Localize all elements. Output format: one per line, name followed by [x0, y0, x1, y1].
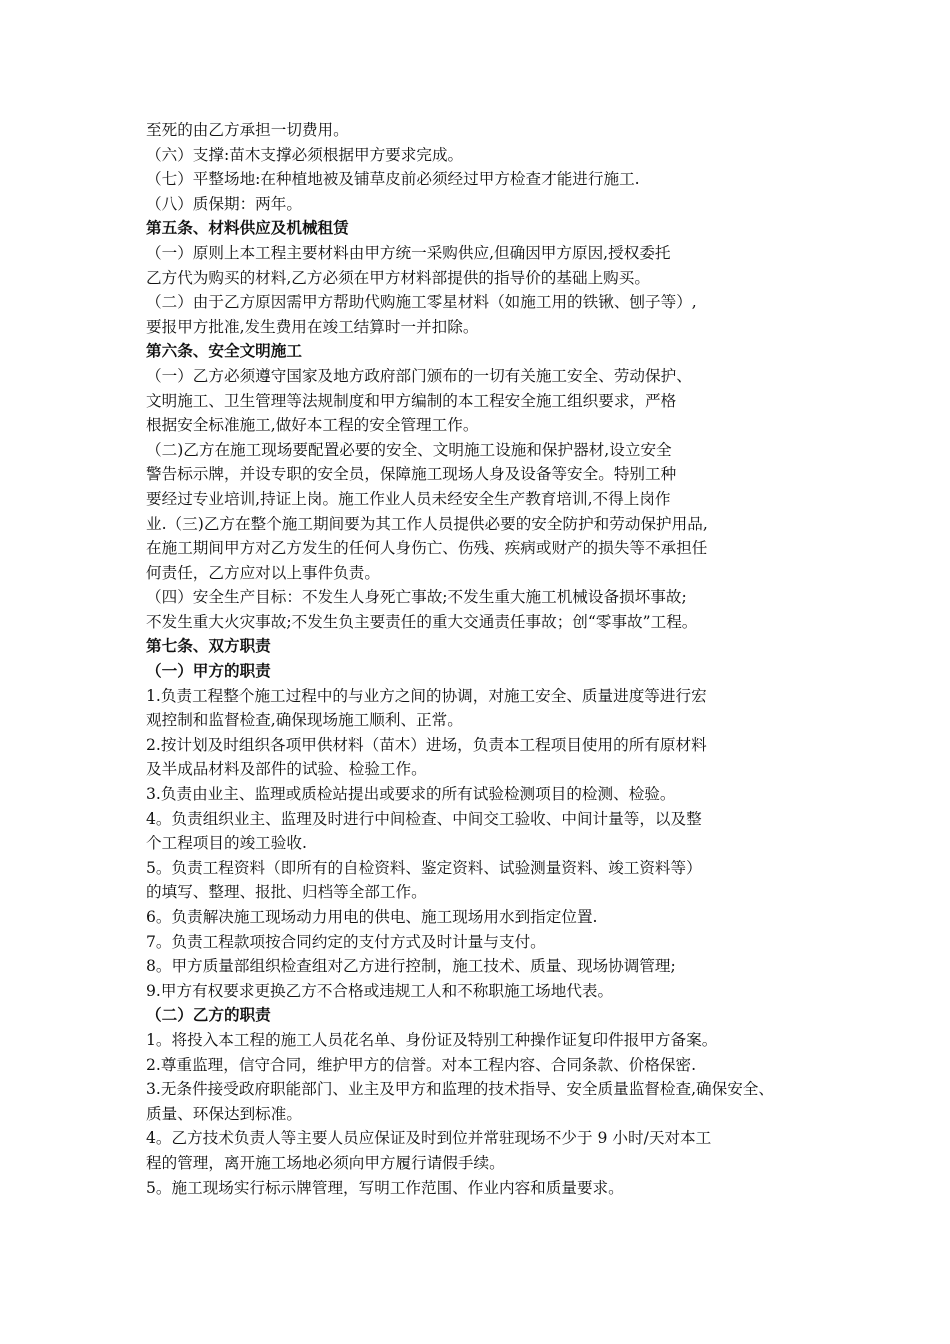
paragraph-line: 文明施工、卫生管理等法规制度和甲方编制的本工程安全施工组织要求，严格	[146, 391, 677, 410]
paragraph-line: 6。负责解决施工现场动力用电的供电、施工现场用水到指定位置.	[146, 908, 598, 926]
paragraph-line: 3.负责由业主、监理或质检站提出或要求的所有试验检测项目的检测、检验。	[146, 785, 676, 804]
paragraph-line: 2.尊重监理，信守合同，维护甲方的信誉。对本工程内容、合同条款、价格保密.	[146, 1055, 697, 1074]
section-heading: 第六条、安全文明施工	[146, 342, 302, 361]
paragraph-line: （四）安全生产目标：不发生人身死亡事故;不发生重大施工机械设备损坏事故;	[146, 588, 687, 607]
paragraph-line: 个工程项目的竣工验收.	[146, 834, 307, 853]
section-heading: 第五条、材料供应及机械租赁	[146, 219, 349, 238]
paragraph-line: 质量、环保达到标准。	[146, 1104, 302, 1123]
paragraph-line: 3.无条件接受政府职能部门、业主及甲方和监理的技术指导、安全质量监督检查,确保安全、	[146, 1080, 774, 1099]
paragraph-line: 4。负责组织业主、监理及时进行中间检查、中间交工验收、中间计量等，以及整	[146, 809, 702, 828]
paragraph-line: 要报甲方批准,发生费用在竣工结算时一并扣除。	[146, 317, 479, 336]
document-page	[146, 118, 816, 1200]
section-heading: （一）甲方的职责	[146, 662, 271, 681]
paragraph-line: 1。将投入本工程的施工人员花名单、身份证及特别工种操作证复印件报甲方备案。	[146, 1030, 718, 1049]
paragraph-line: （一）乙方必须遵守国家及地方政府部门颁布的一切有关施工安全、劳动保护、	[146, 366, 692, 385]
paragraph-line: （六）支撑:苗木支撑必须根据甲方要求完成。	[146, 145, 464, 164]
paragraph-line: （一）原则上本工程主要材料由甲方统一采购供应,但确因甲方原因,授权委托	[146, 243, 671, 262]
paragraph-line: 乙方代为购买的材料,乙方必须在甲方材料部提供的指导价的基础上购买。	[146, 268, 650, 287]
paragraph-line: 9.甲方有权要求更换乙方不合格或违规工人和不称职施工场地代表。	[146, 981, 614, 1000]
section-heading: （二）乙方的职责	[146, 1006, 271, 1025]
paragraph-line: （八）质保期：两年。	[146, 194, 302, 213]
paragraph-line: 5。施工现场实行标示牌管理，写明工作范围、作业内容和质量要求。	[146, 1178, 624, 1197]
paragraph-line: 8。甲方质量部组织检查组对乙方进行控制，施工技术、质量、现场协调管理;	[146, 957, 676, 976]
paragraph-line: 观控制和监督检查,确保现场施工顺利、正常。	[146, 711, 463, 730]
paragraph-line: 1.负责工程整个施工过程中的与业方之间的协调，对施工安全、质量进度等进行宏	[146, 686, 707, 705]
paragraph-line: 4。乙方技术负责人等主要人员应保证及时到位并常驻现场不少于 9 小时/天对本工	[146, 1129, 712, 1148]
paragraph-line: 2.按计划及时组织各项甲供材料（苗木）进场，负责本工程项目使用的所有原材料	[146, 735, 707, 754]
paragraph-line: 业.（三)乙方在整个施工期间要为其工作人员提供必要的安全防护和劳动保护用品,	[146, 514, 708, 533]
paragraph-line: 程的管理，离开施工场地必须向甲方履行请假手续。	[146, 1153, 505, 1172]
paragraph-line: 不发生重大火灾事故;不发生负主要责任的重大交通责任事故；创“零事故”工程。	[146, 612, 698, 631]
paragraph-line: （二）由于乙方原因需甲方帮助代购施工零星材料（如施工用的铁锹、刨子等）,	[146, 293, 697, 312]
paragraph-line: 要经过专业培训,持证上岗。施工作业人员未经安全生产教育培训,不得上岗作	[146, 489, 671, 508]
paragraph-line: （七）平整场地:在种植地被及铺草皮前必须经过甲方检查才能进行施工.	[146, 170, 640, 189]
paragraph-line: 至死的由乙方承担一切费用。	[146, 121, 349, 139]
paragraph-line: 根据安全标准施工,做好本工程的安全管理工作。	[146, 416, 479, 435]
paragraph-line: 及半成品材料及部件的试验、检验工作。	[146, 760, 427, 779]
paragraph-line: 的填写、整理、报批、归档等全部工作。	[146, 883, 427, 902]
paragraph-line: 何责任，乙方应对以上事件负责。	[146, 563, 380, 582]
paragraph-line: 5。负责工程资料（即所有的自检资料、鉴定资料、试验测量资料、竣工资料等）	[146, 858, 702, 877]
paragraph-line: 在施工期间甲方对乙方发生的任何人身伤亡、伤残、疾病或财产的损失等不承担任	[146, 539, 708, 558]
section-heading: 第七条、双方职责	[146, 637, 271, 656]
paragraph-line: 警告标示牌，并设专职的安全员，保障施工现场人身及设备等安全。特别工种	[146, 465, 677, 484]
paragraph-line: 7。负责工程款项按合同约定的支付方式及时计量与支付。	[146, 932, 546, 951]
paragraph-line: （二)乙方在施工现场要配置必要的安全、文明施工设施和保护器材,设立安全	[146, 440, 672, 459]
